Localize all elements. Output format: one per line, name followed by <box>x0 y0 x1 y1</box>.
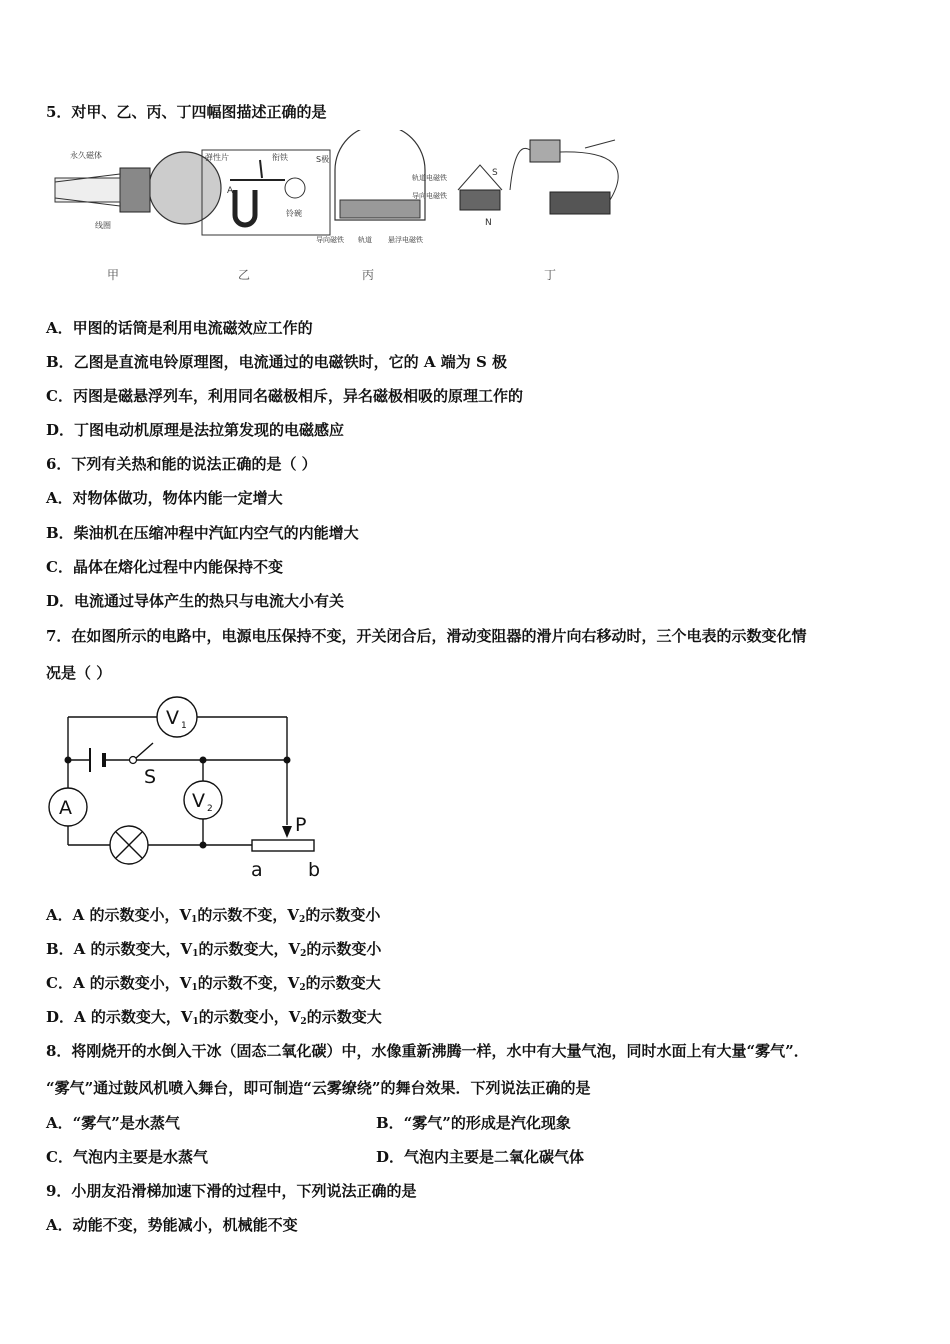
q5-option-b: B．乙图是直流电铃原理图，电流通过的电磁铁时，它的 A 端为 S 极 <box>46 353 508 371</box>
ding-note-n: N <box>485 218 492 228</box>
q7-option-c: C．A 的示数变小，$V_1$的示数不变，$V_2$的示数变大 <box>46 974 381 993</box>
figure-label-yi: 乙 <box>238 268 251 282</box>
junction-dot <box>200 757 207 764</box>
q5-stem: 5．对甲、乙、丙、丁四幅图描述正确的是 <box>46 103 327 121</box>
q7-option-b: B．A 的示数变大，$V_1$的示数变大，$V_2$的示数变小 <box>46 940 382 959</box>
svg-text:A: A <box>59 797 72 819</box>
ding-note-s: S <box>492 168 498 178</box>
q6-option-d: D．电流通过导体产生的热只与电流大小有关 <box>46 592 345 610</box>
q9-stem: 9．小朋友沿滑梯加速下滑的过程中，下列说法正确的是 <box>46 1182 417 1200</box>
slider-arrow <box>282 826 292 838</box>
bing-note-guide-magnet: 导向电磁铁 <box>412 192 447 200</box>
q6-option-c: C．晶体在熔化过程中内能保持不变 <box>46 558 283 576</box>
q8-stem-line2: “雾气”通过鼓风机喷入舞台，即可制造“云雾缭绕”的舞台效果．下列说法正确的是 <box>46 1079 591 1097</box>
junction-dot <box>200 842 207 849</box>
q8-stem-line1: 8．将刚烧开的水倒入干冰（固态二氧化碳）中，水像重新沸腾一样，水中有大量气泡，同时水面上有大量“雾气”． <box>46 1042 809 1060</box>
figure-label-bing: 丙 <box>362 268 375 282</box>
bing-note-rail: 轨道 <box>358 236 372 244</box>
voltmeter-v2 <box>184 781 222 819</box>
q7-stem-line2: 况是（ ） <box>46 664 112 682</box>
bing-note-levitation: 悬浮电磁铁 <box>388 236 423 244</box>
yi-note-a: A <box>227 186 234 196</box>
q7-option-a: A．A 的示数变小，$V_1$的示数不变，$V_2$的示数变小 <box>46 906 381 925</box>
bing-note-track-magnet: 轨道电磁铁 <box>412 174 447 182</box>
yi-note-armature: 衔铁 <box>272 153 288 162</box>
q6-option-a: A．对物体做功，物体内能一定增大 <box>46 489 283 507</box>
q8-option-a: A．“雾气”是水蒸气 <box>46 1114 180 1132</box>
q8-option-c: C．气泡内主要是水蒸气 <box>46 1148 208 1166</box>
junction-dot <box>284 757 291 764</box>
q5-option-d: D．丁图电动机原理是法拉第发现的电磁感应 <box>46 421 345 439</box>
jia-note-coil: 线圈 <box>95 221 111 230</box>
rheostat-end-a: a <box>251 859 263 881</box>
slider-label-p: P <box>295 814 307 836</box>
q7-stem-line1: 7．在如图所示的电路中，电源电压保持不变，开关闭合后，滑动变阻器的滑片向右移动时，三个电表的示数变化情 <box>46 627 807 645</box>
switch-label-s: S <box>144 766 157 788</box>
q7-option-d: D．A 的示数变大，$V_1$的示数变小，$V_2$的示数变大 <box>46 1008 382 1027</box>
figure-bing-maglev <box>316 130 447 244</box>
rheostat-resistor <box>252 840 314 851</box>
lamp-symbol <box>110 826 148 864</box>
svg-text:V: V <box>192 790 205 812</box>
svg-text:1: 1 <box>181 721 187 731</box>
figure-label-ding: 丁 <box>544 268 557 282</box>
q9-option-a: A．动能不变，势能减小，机械能不变 <box>46 1216 298 1234</box>
q6-option-b: B．柴油机在压缩冲程中汽缸内空气的内能增大 <box>46 524 359 542</box>
figure-label-jia: 甲 <box>107 268 120 282</box>
yi-note-spring: 弹性片 <box>205 153 229 162</box>
figure-jia-microphone <box>55 150 221 230</box>
bing-note-s: S极 <box>316 155 330 164</box>
svg-text:V: V <box>166 707 179 729</box>
q5-figures <box>40 130 640 250</box>
switch-pivot <box>130 757 137 764</box>
rheostat-end-b: b <box>308 859 321 881</box>
q8-option-b: B．“雾气”的形成是汽化现象 <box>376 1114 571 1132</box>
q7-circuit-diagram <box>40 695 340 885</box>
figure-ding-motor <box>458 140 618 228</box>
svg-text:2: 2 <box>207 804 213 814</box>
q5-option-c: C．丙图是磁悬浮列车，利用同名磁极相斥，异名磁极相吸的原理工作的 <box>46 387 523 405</box>
q8-option-d: D．气泡内主要是二氧化碳气体 <box>376 1148 585 1166</box>
voltmeter-v1 <box>157 697 197 737</box>
ammeter-a <box>49 788 87 826</box>
q5-option-a: A．甲图的话筒是利用电流磁效应工作的 <box>46 319 313 337</box>
yi-note-gong: 铃碗 <box>286 209 302 218</box>
q6-stem: 6．下列有关热和能的说法正确的是（ ） <box>46 455 317 473</box>
bing-note-guide: 导向磁铁 <box>316 236 344 244</box>
jia-note-magnet: 永久磁体 <box>70 151 102 160</box>
junction-dot <box>65 757 72 764</box>
